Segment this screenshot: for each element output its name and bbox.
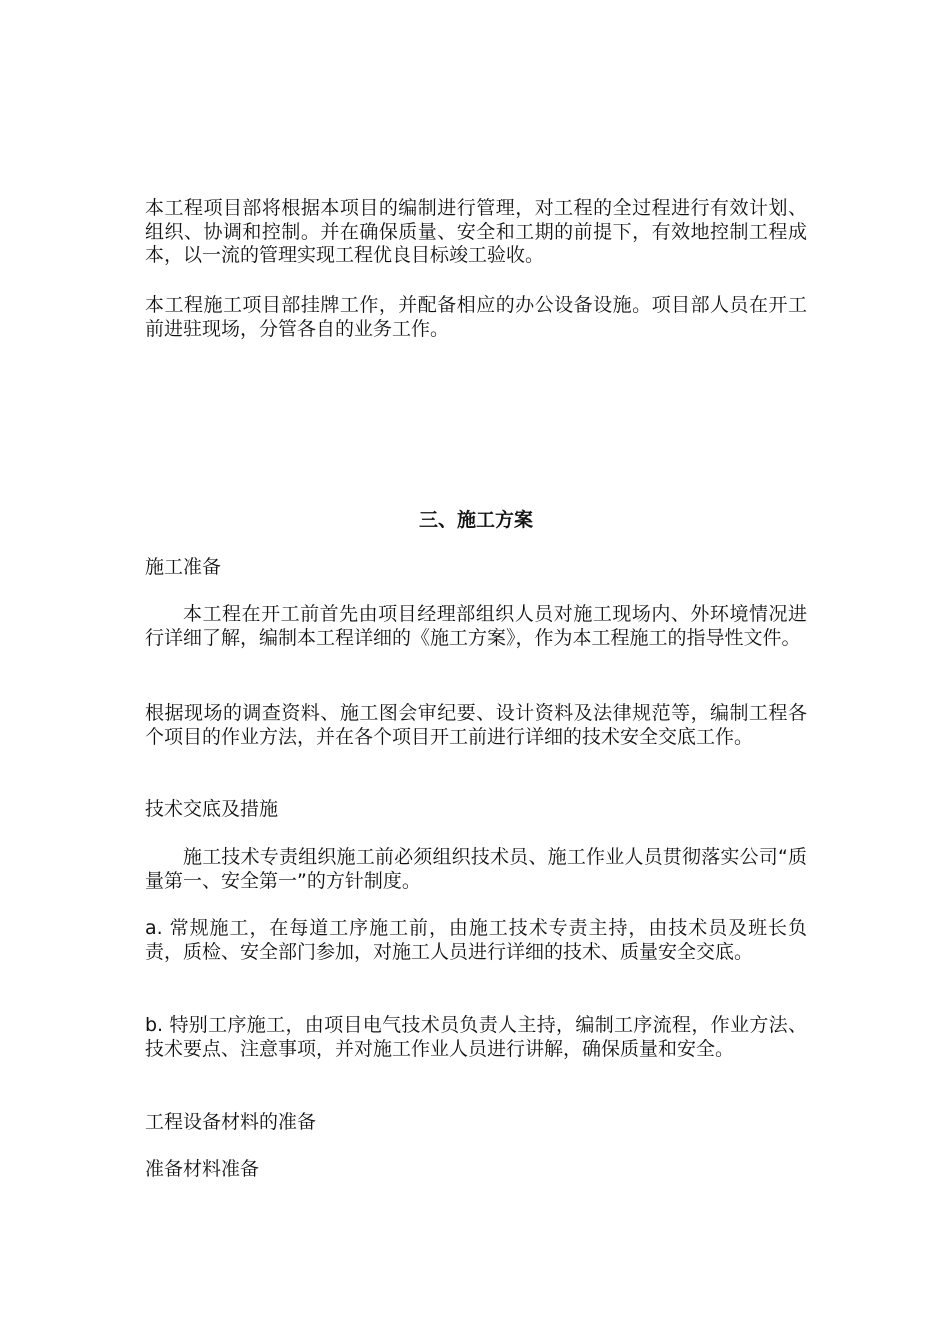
tech-paragraph-1: 施工技术专责组织施工前必须组织技术员、施工作业人员贯彻落实公司“质量第一、安全第一”的方针制度。 xyxy=(145,846,807,892)
subheading-equipment: 工程设备材料的准备 xyxy=(145,1111,317,1133)
intro-paragraph-1: 本工程项目部将根据本项目的编制进行管理，对工程的全过程进行有效计划、组织、协调和控制。并在确保质量、安全和工期的前提下，有效地控制工程成本，以一流的管理实现工程优良目标竣工验收。 xyxy=(145,197,807,266)
subheading-prep: 施工准备 xyxy=(145,556,222,578)
prep-paragraph-2: 根据现场的调查资料、施工图会审纪要、设计资料及法律规范等，编制工程各个项目的作业方法，并在各个项目开工前进行详细的技术安全交底工作。 xyxy=(145,702,807,748)
subheading-material: 准备材料准备 xyxy=(145,1158,260,1180)
intro-paragraph-2: 本工程施工项目部挂牌工作，并配备相应的办公设备设施。项目部人员在开工前进驻现场，分管各自的业务工作。 xyxy=(145,294,807,340)
subheading-tech: 技术交底及措施 xyxy=(145,798,279,820)
prep-paragraph-1: 本工程在开工前首先由项目经理部组织人员对施工现场内、外环境情况进行详细了解，编制本工程详细的《施工方案》，作为本工程施工的指导性文件。 xyxy=(145,603,807,649)
section-title: 三、施工方案 xyxy=(418,509,533,531)
tech-item-b: b. 特别工序施工，由项目电气技术员负责人主持，编制工序流程，作业方法、技术要点、注意事项，并对施工作业人员进行讲解，确保质量和安全。 xyxy=(145,1014,807,1060)
tech-item-a: a. 常规施工，在每道工序施工前，由施工技术专责主持，由技术员及班长负责，质检、安全部门参加，对施工人员进行详细的技术、质量安全交底。 xyxy=(145,917,807,963)
